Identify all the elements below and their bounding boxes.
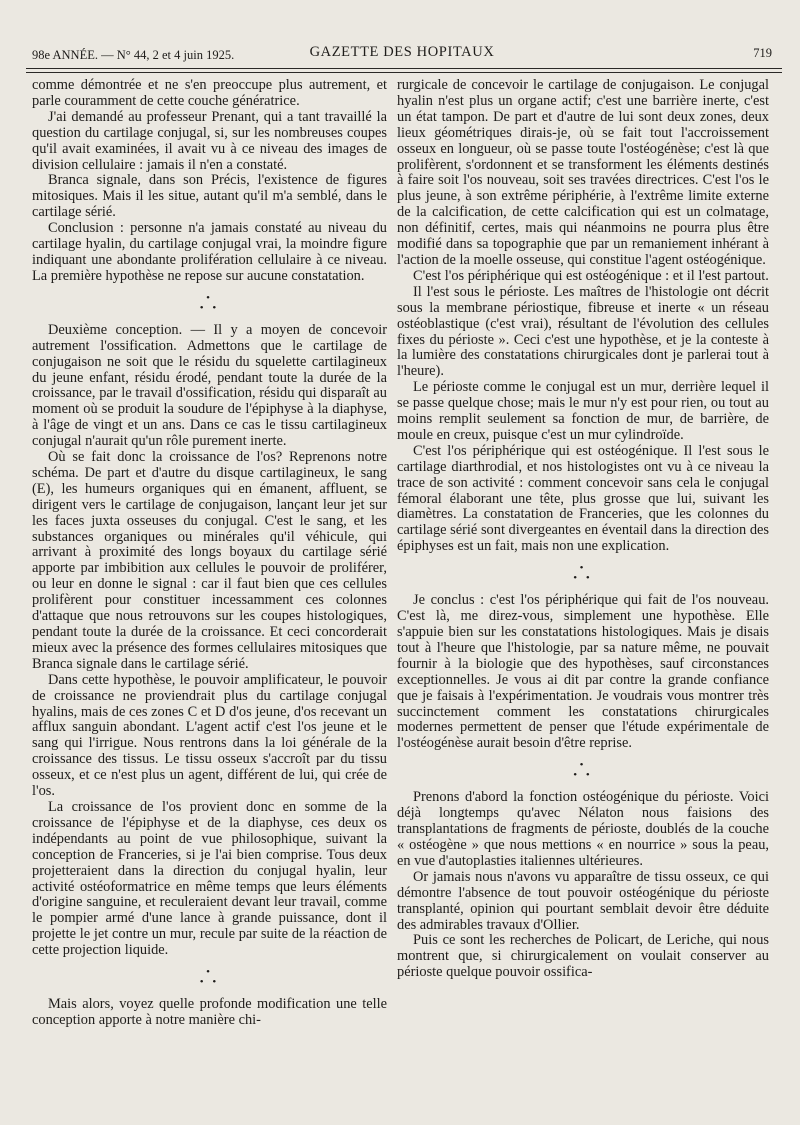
paragraph: rurgicale de concevoir le cartilage de conjugaison. Le conjugal hyalin n'est plus un organe actif; c'est une barrière inerte, c'est un état tampon. De part et d'autre de lui sont deux zones, deux lieux géométriques dirais-je, où se fait tout l'accroissement osseux en longueur, où se passe toute l'ostéogénèse; c'est là que prolifèrent, s'ordonnent et se transforment les éléments destinés à faire soit l'os nouveau, soit ses travées directrices. C'est l'os le plus jeune, à son extrême périphérie, à l'extrême limite externe de la calcification, de cette calcification qui est un colmatage, non définitif, certes, mais qui néanmoins ne pourra plus être modifié dans sa topographie que par un remaniement inhérant à l'action de la moelle osseuse, qui constitue l'agent ostéogénique.: [397, 77, 769, 268]
section-separator: • • •: [199, 291, 220, 314]
paragraph: Deuxième conception. — Il y a moyen de concevoir autrement l'ossification. Admettons que le cartilage de conjugaison ne soit que le résidu du squelette cartilagineux du jeune enfant, résidu érodé, pendant toute la durée de la croissance, par le travail d'ossification, résidu qui disparaît au moment où se produit la soudure de l'épiphyse à la diaphyse, à l'âge de vingt et un ans. Dans ce cas le tissu cartilagineux conjugal n'aurait qu'un rôle purement inerte.: [32, 321, 387, 450]
journal-title: GAZETTE DES HOPITAUX: [309, 44, 495, 60]
paragraph: Branca signale, dans son Précis, l'existence de figures mitosiques. Mais il les situe, autant qu'il m'a semblé, dans le cartilage sérié.: [32, 172, 387, 221]
paragraph: Conclusion : personne n'a jamais constaté au niveau du cartilage hyalin, du cartilage conjugal vrai, la moindre figure indiquant une abondante prolifération cellulaire à ce niveau. La première hypothèse ne repose sur aucune constatation.: [32, 220, 387, 284]
paragraph: Je conclus : c'est l'os périphérique qui fait de l'os nouveau. C'est là, me direz-vous, simplement une hypothèse. Elle s'appuie bien sur les constatations histologiques. Mais je disais tout à l'heure que l'histologie, par sa nature même, ne pouvait fournir à la biologie que des hypothèses, sauf circonstances exceptionnelles. Je vous ai dit par contre la grande confiance que je faisais à l'expérimentation. Je voudrais vous montrer très succinctement comment les constatations chirurgicales modernes permettent de penser que l'étude expérimentale de l'ostéogénèse aurait besoin d'être reprise.: [397, 592, 769, 752]
page-header: [26, 40, 778, 64]
paragraph: Mais alors, voyez quelle profonde modification une telle conception apporte à notre manière chi-: [32, 996, 387, 1028]
paragraph: comme démontrée et ne s'en preoccupe plus autrement, et parle couramment de cette couche génératrice.: [32, 77, 387, 109]
paragraph: J'ai demandé au professeur Prenant, qui a tant travaillé la question du cartilage conjugal, si, sur les nombreuses coupes qu'il avait examinées, il avait vu à ce niveau des images de division cellulaire : jamais il n'en a constaté.: [32, 108, 387, 173]
paragraph: C'est l'os périphérique qui est ostéogénique : et il l'est partout.: [413, 267, 769, 284]
section-separator: • • •: [573, 562, 593, 585]
paragraph: Il l'est sous le périoste. Les maîtres de l'histologie ont décrit sous la membrane périostique, fibreuse et inerte « un réseau ostéoblastique (c'est vrai), résultant de l'évolution des cellules fixes du périoste ». Ceci c'est une hypothèse, et je la conteste à la lumière des constatations chirurgicales dont je parlerai tout à l'heure).: [397, 283, 769, 380]
header-rule: [26, 68, 782, 69]
issue-info: 98e ANNÉE. — N° 44, 2 et 4 juin 1925.: [32, 48, 235, 62]
paragraph: Puis ce sont les recherches de Policart, de Leriche, qui nous montrent que, si chirurgicalement on voulait conserver au périoste quelque pouvoir ossifica-: [397, 932, 769, 981]
section-separator: • • •: [199, 966, 220, 989]
paragraph: Dans cette hypothèse, le pouvoir amplificateur, le pouvoir de croissance ne proviendrait plus du cartilage conjugal hyalins, mais de ces zones C et D d'os jeune, d'os recevant un afflux sanguin abondant. L'agent actif c'est l'os jeune et le sang qui l'irrigue. Nous rentrons dans la loi générale de la croissance des tissus. Le tissu osseux s'accroît par du tissu osseux, et ce n'est plus un agent, différent de lui, qui crée de l'os.: [32, 671, 387, 800]
paragraph: Prenons d'abord la fonction ostéogénique du périoste. Voici déjà longtemps qu'avec Nélaton nous faisions des transplantations de fragments de périoste, doublés de la couche « ostéogène » que nous mettions « en nourrice » sous la peau, en vue d'autoplasties italiennes ultérieures.: [397, 789, 769, 869]
paragraph: Où se fait donc la croissance de l'os? Reprenons notre schéma. De part et d'autre du disque cartilagineux, le sang (E), les humeurs organiques qui en émanent, affluent, se dirigent vers le cartilage de conjugaison, lançant leur jet sur les faces juxta osseuses du conjugal. C'est le sang, et les substances organiques ou minérales qu'il véhicule, qui arrivant à proximité des longs boyaux du cartilage sérié apporte par imbibition aux cellules le pouvoir de proliférer, ou leur en donne le signal : car il faut bien que ces cellules prolifèrent pour constituer incessamment ces colonnes d'attaque que nous retrouvons sur les coupes histologiques, pendant toute la durée de la croissance. Et ceci concorderait mieux avec la présence des formes cellulaires mitosiques que Branca signale dans le cartilage sérié.: [32, 449, 387, 672]
right-column: [397, 78, 769, 981]
paragraph: La croissance de l'os provient donc en somme de la croissance de l'épiphyse et de la diaphyse, ces deux os indépendants au point de vue philosophique, suivant la conception de Franceries, si je l'ai bien comprise. Tous deux projetteraient dans la direction du conjugal hyalin, leur activité ostéoformatrice en même temps que leurs éléments d'origine sanguine, et reculeraient devant leur travail, comme le pompier armé d'une lance à grande puissance, dont il projette le jet contre un mur, recule par suite de la réaction de cette projection liquide.: [32, 798, 387, 959]
paragraph: Le périoste comme le conjugal est un mur, derrière lequel il se passe quelque chose; mais le mur n'y est pour rien, ou tout au moins remplit seulement sa fonction de mur, de barrière, de moule en creux, puisque c'est un mur cylindroïde.: [397, 379, 769, 443]
header-rule-thin: [26, 72, 782, 73]
left-column: [32, 78, 387, 1029]
paragraph: C'est l'os périphérique qui est ostéogénique. Il l'est sous le cartilage diarthrodial, et nos histologistes ont vu à ce niveau la trace de son activité : comment concevoir sans cela le conjugal fémoral élaborant une tête, plus grosse que lui, suivant les diamètres. La constatation de Franceries, que les colonnes du cartilage sérié sont divergeantes en éventail dans la direction des épiphyses est un fait, mais non une explication.: [397, 442, 769, 555]
page-number: 719: [753, 46, 772, 60]
paragraph: Or jamais nous n'avons vu apparaître de tissu osseux, ce qui démontre l'absence de tout pouvoir ostéogénique du périoste transplanté, opinion qui pourtant semblait devoir être déduite des admirables travaux d'Ollier.: [397, 868, 769, 933]
section-separator: • • •: [573, 759, 593, 782]
